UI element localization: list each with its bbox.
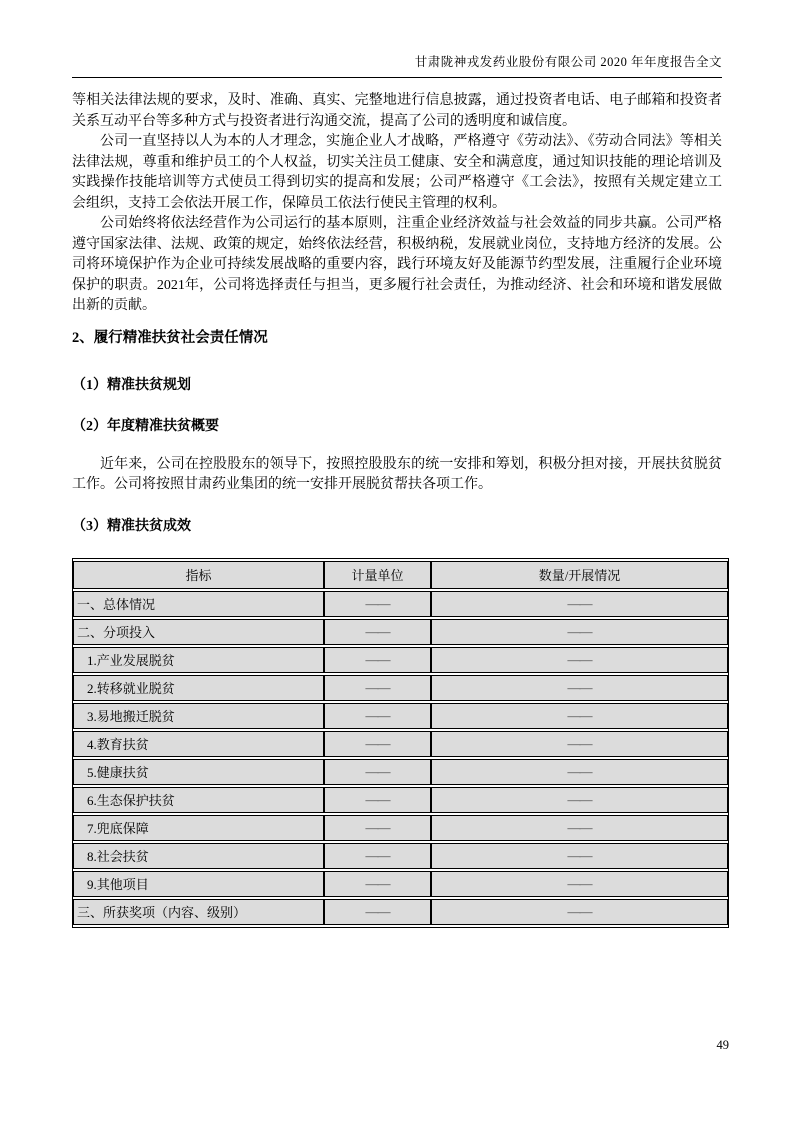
unit-cell bbox=[324, 591, 431, 617]
quantity-cell bbox=[431, 871, 728, 897]
row-label-cell: 1.产业发展脱贫 bbox=[73, 647, 324, 673]
table-row bbox=[73, 871, 728, 897]
empty-value-dash: —— bbox=[365, 875, 390, 891]
row-label-cell: 2.转移就业脱贫 bbox=[73, 675, 324, 701]
table-row bbox=[73, 647, 728, 673]
column-header-indicator: 指标 bbox=[73, 561, 324, 589]
paragraph-employees: 公司一直坚持以人为本的人才理念，实施企业人才战略，严格遵守《劳动法》、《劳动合同法》等相关法律法规，尊重和维护员工的个人权益，切实关注员工健康、安全和满意度，通过知识技能的理论培训及实践操作技能培训等方式使员工得到切实的提高和发展；公司严格遵守《工会法》，按照有关规定建立工会组织，支持工会依法开展工作，保障员工依法行使民主管理的权利。 bbox=[72, 134, 722, 211]
quantity-cell bbox=[431, 899, 728, 925]
empty-value-dash: —— bbox=[567, 847, 592, 863]
row-label-cell: 一、总体情况 bbox=[73, 591, 324, 617]
table-row bbox=[73, 815, 728, 841]
row-label-cell: 三、所获奖项（内容、级别） bbox=[73, 899, 324, 925]
empty-value-dash: —— bbox=[567, 791, 592, 807]
empty-value-dash: —— bbox=[365, 707, 390, 723]
empty-value-dash: —— bbox=[567, 651, 592, 667]
unit-cell bbox=[324, 759, 431, 785]
empty-value-dash: —— bbox=[567, 595, 592, 611]
empty-value-dash: —— bbox=[365, 679, 390, 695]
quantity-cell bbox=[431, 675, 728, 701]
unit-cell bbox=[324, 843, 431, 869]
empty-value-dash: —— bbox=[567, 623, 592, 639]
table-row bbox=[73, 675, 728, 701]
heading-sub3-results: （3）精准扶贫成效 bbox=[72, 518, 191, 534]
heading-section2: 2、履行精准扶贫社会责任情况 bbox=[72, 329, 268, 346]
table-row bbox=[73, 787, 728, 813]
empty-value-dash: —— bbox=[365, 847, 390, 863]
empty-value-dash: —— bbox=[365, 819, 390, 835]
row-label-cell: 3.易地搬迁脱贫 bbox=[73, 703, 324, 729]
unit-cell bbox=[324, 647, 431, 673]
table-body bbox=[73, 561, 728, 925]
table-row bbox=[73, 703, 728, 729]
unit-cell bbox=[324, 899, 431, 925]
row-label-cell: 7.兜底保障 bbox=[73, 815, 324, 841]
quantity-cell bbox=[431, 647, 728, 673]
quantity-cell bbox=[431, 731, 728, 757]
paragraph-poverty-alleviation: 近年来，公司在控股股东的领导下，按照控股股东的统一安排和筹划，积极分担对接，开展扶贫脱贫工作。公司将按照甘肃药业集团的统一安排开展脱贫帮扶各项工作。 bbox=[72, 456, 722, 492]
table-row bbox=[73, 591, 728, 617]
row-label-cell: 二、分项投入 bbox=[73, 619, 324, 645]
heading-sub1-planning: （1）精准扶贫规划 bbox=[72, 377, 191, 393]
column-header-quantity: 数量/开展情况 bbox=[431, 561, 728, 589]
poverty-alleviation-table bbox=[72, 558, 729, 928]
row-label-cell: 9.其他项目 bbox=[73, 871, 324, 897]
document-header-title: 甘肃陇神戎发药业股份有限公司 2020 年年度报告全文 bbox=[414, 55, 722, 69]
empty-value-dash: —— bbox=[567, 679, 592, 695]
empty-value-dash: —— bbox=[365, 763, 390, 779]
empty-value-dash: —— bbox=[567, 819, 592, 835]
empty-value-dash: —— bbox=[567, 875, 592, 891]
row-label-cell: 6.生态保护扶贫 bbox=[73, 787, 324, 813]
unit-cell bbox=[324, 815, 431, 841]
empty-value-dash: —— bbox=[365, 903, 390, 919]
quantity-cell bbox=[431, 787, 728, 813]
empty-value-dash: —— bbox=[365, 595, 390, 611]
quantity-cell bbox=[431, 843, 728, 869]
table-header-row bbox=[73, 561, 728, 589]
empty-value-dash: —— bbox=[365, 735, 390, 751]
heading-sub2-summary: （2）年度精准扶贫概要 bbox=[72, 418, 219, 434]
quantity-cell bbox=[431, 815, 728, 841]
empty-value-dash: —— bbox=[365, 651, 390, 667]
column-header-unit: 计量单位 bbox=[324, 561, 431, 589]
quantity-cell bbox=[431, 619, 728, 645]
unit-cell bbox=[324, 731, 431, 757]
unit-cell bbox=[324, 619, 431, 645]
empty-value-dash: —— bbox=[567, 903, 592, 919]
paragraph-disclosure: 等相关法律法规的要求，及时、准确、真实、完整地进行信息披露，通过投资者电话、电子邮箱和投资者关系互动平台等多种方式与投资者进行沟通交流，提高了公司的透明度和诚信度。 bbox=[72, 93, 722, 129]
unit-cell bbox=[324, 703, 431, 729]
unit-cell bbox=[324, 787, 431, 813]
quantity-cell bbox=[431, 703, 728, 729]
empty-value-dash: —— bbox=[365, 791, 390, 807]
unit-cell bbox=[324, 871, 431, 897]
empty-value-dash: —— bbox=[567, 763, 592, 779]
quantity-cell bbox=[431, 759, 728, 785]
row-label-cell: 5.健康扶贫 bbox=[73, 759, 324, 785]
quantity-cell bbox=[431, 591, 728, 617]
table-row bbox=[73, 759, 728, 785]
row-label-cell: 8.社会扶贫 bbox=[73, 843, 324, 869]
empty-value-dash: —— bbox=[567, 735, 592, 751]
empty-value-dash: —— bbox=[365, 623, 390, 639]
row-label-cell: 4.教育扶贫 bbox=[73, 731, 324, 757]
table-row bbox=[73, 731, 728, 757]
table-row bbox=[73, 899, 728, 925]
paragraph-compliance: 公司始终将依法经营作为公司运行的基本原则，注重企业经济效益与社会效益的同步共赢。公司严格遵守国家法律、法规、政策的规定，始终依法经营，积极纳税，发展就业岗位，支持地方经济的发展。公司将环境保护作为企业可持续发展战略的重要内容，践行环境友好及能源节约型发展，注重履行企业环境保护的职责。2021年，公司将选择责任与担当，更多履行社会责任，为推动经济、社会和环境和谐发展做出新的贡献。 bbox=[72, 216, 722, 313]
table-row bbox=[73, 619, 728, 645]
page-number: 49 bbox=[716, 1038, 729, 1052]
unit-cell bbox=[324, 675, 431, 701]
empty-value-dash: —— bbox=[567, 707, 592, 723]
document-header bbox=[72, 0, 722, 78]
table-row bbox=[73, 843, 728, 869]
